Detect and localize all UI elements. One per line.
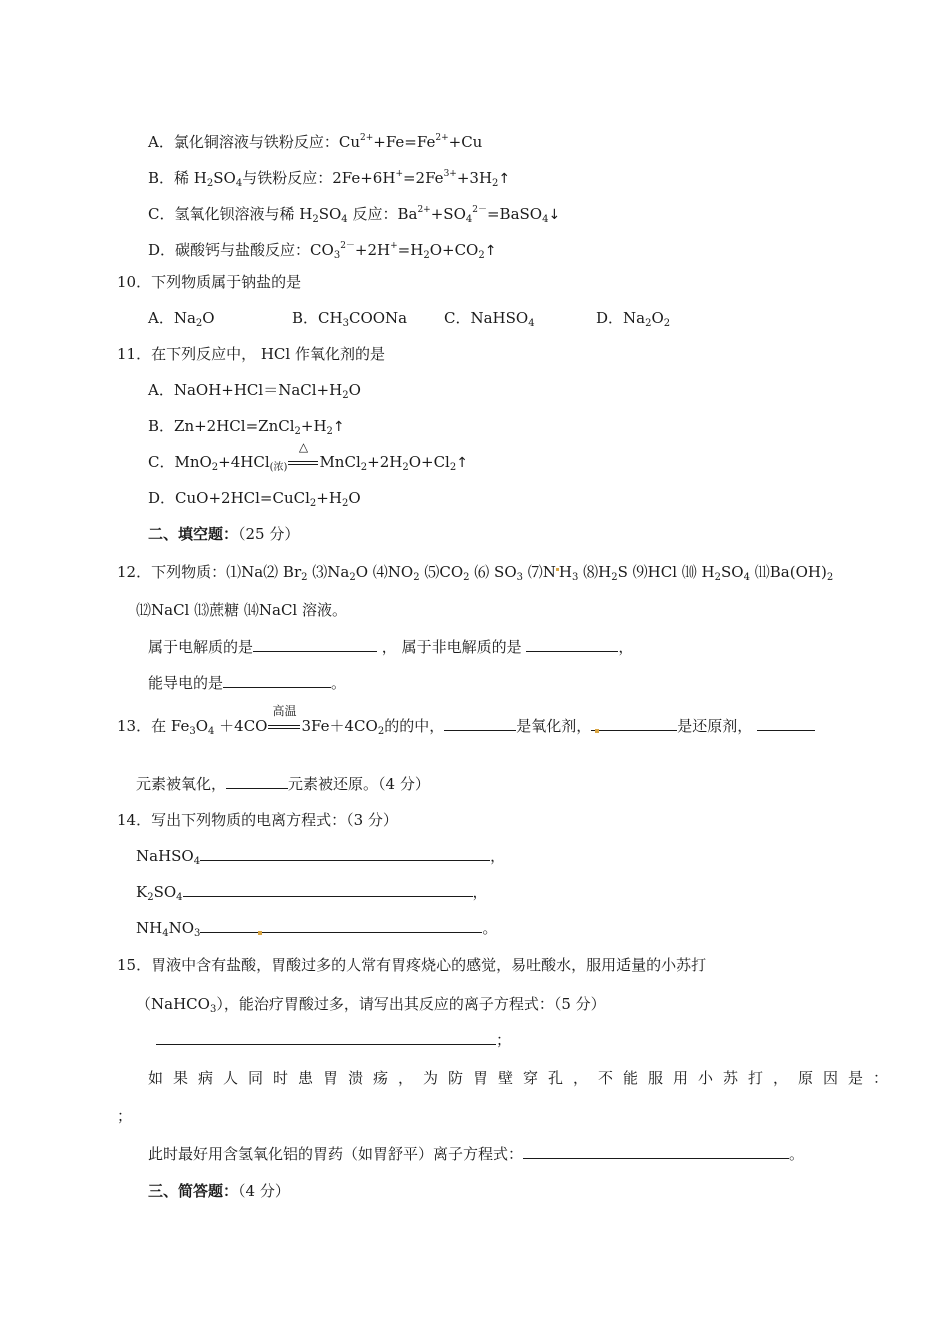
formula-text: SO	[153, 883, 177, 901]
section-title: 三、简答题：	[148, 1182, 239, 1200]
formula-text: NO	[168, 919, 195, 937]
conductive-label: 能导电的是	[148, 674, 224, 692]
section2-heading	[148, 524, 299, 544]
stem-text: 13．在 Fe	[117, 717, 190, 735]
q13-stem: 13．在 $Fe_3O_4 +4CO$ 高温 $3Fe+4CO_2$的的中， 是氧化剂， 是还原剂，	[117, 716, 815, 742]
option-text: C．NaHSO	[444, 309, 529, 327]
al-text: 此时最好用含氢氧化铝的胃药（如胃舒平）离子方程式：	[148, 1145, 524, 1163]
q9-option-c: C．氢氧化钡溶液与稀 $H_2SO_4$ 反应：$Ba^{2+}+SO_4^{2-}=BaSO_4↓$	[148, 205, 561, 225]
reduced-element-blank[interactable]	[226, 774, 288, 789]
stem-text: 12．下列物质：	[117, 563, 227, 581]
oxidized-label: 元素被氧化，	[136, 775, 227, 793]
option-label: C．氢氧化钡溶液与稀	[148, 205, 295, 223]
q9-option-a: A．氯化铜溶液与铁粉反应：$Cu^{2+}+Fe=Fe^{2+}+Cu$	[148, 133, 483, 151]
q12-items-line2: ⑿NaCl ⒀蔗糖 ⒁NaCl 溶液。	[136, 601, 347, 619]
option-text: D．Na	[596, 309, 646, 327]
q10-option-a: A．$Na_2O$	[148, 309, 215, 329]
q15-ionic-equation	[156, 1030, 511, 1050]
condition-text: 高温	[272, 704, 297, 718]
nonelectrolyte-label: 属于非电解质的是	[401, 638, 522, 656]
q15-stem: 15．胃液中含有盐酸，胃酸过多的人常有胃疼烧心的感觉，易吐酸水，服用适量的小苏打	[117, 956, 707, 974]
section-title: 二、填空题：	[148, 525, 239, 543]
q13-line2	[136, 774, 430, 794]
nonelectrolyte-blank[interactable]	[526, 637, 618, 652]
section3-heading	[148, 1181, 290, 1201]
section-score: （4 分）	[238, 1182, 290, 1200]
option-text: C．MnO	[148, 453, 212, 471]
semicolon: ；	[496, 1031, 512, 1049]
ionization-blank-1[interactable]	[200, 846, 490, 861]
option-text: D．CuO+2HCl=CuCl	[148, 489, 310, 507]
comma: ，	[490, 847, 506, 865]
ionic-equation-blank[interactable]	[156, 1030, 496, 1045]
section-score: （25 分）	[238, 525, 300, 543]
q10-stem: 10．下列物质属于钠盐的是	[117, 273, 302, 291]
option-text: B．CH	[292, 309, 343, 327]
comma: ，	[472, 883, 488, 901]
period: 。	[331, 674, 347, 692]
period: 。	[789, 1145, 805, 1163]
q11-stem: 11．在下列反应中， HCl 作氧化剂的是	[117, 345, 385, 363]
option-label: B．稀	[148, 169, 190, 187]
q11-option-c: C．MnO$_2$+4HCl$_{(浓)}$ △ $MnCl_2+2H_2O+Cl_2↑$	[148, 452, 468, 478]
oxidized-element-blank-a[interactable]	[757, 716, 815, 731]
q12-blanks-row1	[148, 637, 633, 657]
stem-text: ），能治疗胃酸过多，请写出其反应的离子方程式：（5 分）	[216, 995, 606, 1013]
formula-text: NH	[136, 919, 163, 937]
q14-stem: 14．写出下列物质的电离方程式：（3 分）	[117, 811, 398, 829]
q15-aluminum-hydroxide	[148, 1144, 804, 1164]
q14-formula-1: NaHSO$_4$ ，	[136, 847, 506, 867]
q10-option-b: B．$CH_3COONa$	[292, 309, 408, 329]
option-text: A．Na	[148, 309, 196, 327]
ionization-blank-2[interactable]	[183, 882, 473, 897]
q15-line2: （NaHCO$_3$），能治疗胃酸过多，请写出其反应的离子方程式：（5 分）	[136, 995, 606, 1015]
q15-ulcer-question	[148, 1068, 898, 1088]
oxidant-label: 是氧化剂，	[516, 717, 592, 735]
option-text: A．NaOH+HCl＝NaCl+H	[148, 381, 343, 399]
conductive-blank[interactable]	[223, 673, 331, 688]
q9-option-d: D．碳酸钙与盐酸反应：$CO_3^{2-}+2H^+=H_2O+CO_2↑$	[148, 241, 497, 261]
separator: ，	[381, 638, 397, 656]
q14-formula-3: $NH_4NO_3$ 。	[136, 919, 498, 939]
comma: ，	[618, 638, 634, 656]
electrolyte-blank[interactable]	[253, 637, 377, 652]
formula-text: NaHSO	[136, 847, 194, 865]
reductant-blank[interactable]	[591, 716, 677, 731]
q14-formula-2: $K_2SO_4$ ，	[136, 883, 488, 903]
option-text: 与铁粉反应：	[242, 169, 333, 187]
electrolyte-label: 属于电解质的是	[148, 638, 254, 656]
ulcer-text: 如果病人同时患胃溃疡，为防胃壁穿孔，不能服用小苏打，原因是：	[148, 1069, 899, 1087]
reductant-label: 是还原剂，	[677, 717, 753, 735]
q10-option-d: D．$Na_2O_2$	[596, 309, 671, 329]
option-label: D．碳酸钙与盐酸反应：	[148, 241, 311, 259]
heat-symbol: △	[298, 440, 309, 454]
q11-option-d: D．$CuO+2HCl=CuCl_2+H_2O$	[148, 489, 361, 509]
option-label: A．氯化铜溶液与铁粉反应：	[148, 133, 339, 151]
option-text: B．Zn+2HCl=ZnCl	[148, 417, 295, 435]
q15-ulcer-answer: ；	[117, 1107, 133, 1125]
period: 。	[482, 919, 498, 937]
q11-option-b: B．$Zn+2HCl=ZnCl_2+H_2↑$	[148, 417, 345, 437]
high-temp-condition	[267, 704, 301, 736]
q12-blanks-row2	[148, 673, 346, 693]
al-equation-blank[interactable]	[523, 1144, 789, 1159]
items-text: ⑴Na⑵ Br	[226, 563, 302, 581]
q12-stem: 12．下列物质：⑴Na⑵ $Br_2$ $⑶Na_2O$ $⑷NO_2$ $⑸CO_2$ ⑹ $SO_3$ ⑺N $H_3$ $⑻H_2S$ ⑼HCl ⑽ $H_2SO_4$ $⑾Ba(OH)_2$	[117, 563, 834, 583]
q9-option-b: B．稀 $H_2SO_4$与铁粉反应：$2Fe+6H^+=2Fe^{3+}+3H_2↑$	[148, 169, 511, 189]
option-text: 反应：	[352, 205, 398, 223]
option-text: COONa	[348, 309, 408, 327]
ionization-blank-3[interactable]	[200, 918, 482, 933]
q10-option-c: C．NaHSO$_4$	[444, 309, 535, 329]
oxidant-blank[interactable]	[444, 716, 516, 731]
heat-condition	[287, 440, 319, 472]
stem-text: （NaHCO	[136, 995, 210, 1013]
reduced-label: 元素被还原。（4 分）	[288, 775, 430, 793]
q11-option-a: A．$NaOH+HCl=NaCl+H_2O$	[148, 381, 361, 401]
